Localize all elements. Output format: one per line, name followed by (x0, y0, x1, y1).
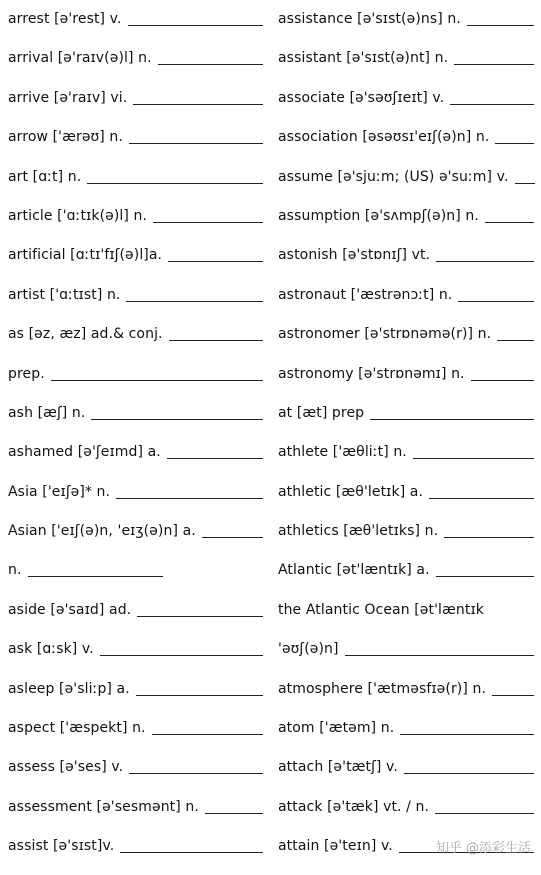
vocab-word: 'əʊʃ(ə)n] (278, 641, 339, 658)
vocab-entry (8, 323, 263, 362)
answer-blank[interactable] (492, 678, 534, 696)
vocab-entry (8, 87, 263, 126)
vocab-word: Asian ['eɪʃ(ə)n, 'eɪʒ(ə)n] a. (8, 523, 196, 540)
vocab-entry (278, 402, 534, 441)
vocab-entry (8, 559, 263, 598)
vocab-entry (278, 166, 534, 205)
vocab-entry (8, 520, 263, 559)
vocab-word: athletic [æθ'letɪk] a. (278, 483, 424, 500)
vocab-word: n. (8, 562, 22, 579)
answer-blank[interactable] (169, 323, 263, 341)
left-column (8, 8, 263, 875)
vocab-word: attack [ə'tæk] vt. / n. (278, 798, 430, 815)
vocab-entry (8, 166, 263, 205)
vocab-entry (8, 756, 263, 795)
vocab-word: assistant [ə'sɪst(ə)nt] n. (278, 50, 449, 67)
answer-blank[interactable] (28, 559, 163, 577)
right-column (278, 8, 534, 875)
answer-blank[interactable] (129, 756, 263, 774)
answer-blank[interactable] (404, 756, 534, 774)
answer-blank[interactable] (128, 8, 263, 26)
vocab-word: associate [ə'səʊʃɪeɪt] v. (278, 89, 445, 106)
answer-blank[interactable] (429, 481, 534, 499)
answer-blank[interactable] (87, 166, 263, 184)
vocab-entry (278, 520, 534, 559)
vocab-entry (278, 363, 534, 402)
answer-blank[interactable] (436, 244, 534, 262)
vocab-entry (278, 8, 534, 47)
vocab-entry (8, 835, 263, 874)
vocab-word: article ['ɑːtɪk(ə)l] n. (8, 207, 148, 224)
vocab-entry (8, 796, 263, 835)
vocab-word: astronomy [ə'strɒnəmɪ] n. (278, 365, 465, 382)
answer-blank[interactable] (450, 87, 534, 105)
vocab-word: ask [ɑːsk] v. (8, 641, 94, 658)
answer-blank[interactable] (497, 323, 534, 341)
vocab-word: athletics [æθ'letɪks] n. (278, 523, 439, 540)
vocab-entry (278, 126, 534, 165)
vocab-word: aspect ['æspekt] n. (8, 720, 146, 737)
vocab-entry (278, 244, 534, 283)
answer-blank[interactable] (153, 205, 263, 223)
vocab-word: attain [ə'teɪn] v. (278, 838, 393, 855)
vocab-word: assumption [ə'sʌmpʃ(ə)n] n. (278, 207, 479, 224)
vocab-word: artificial [ɑːtɪ'fɪʃ(ə)l]a. (8, 247, 163, 264)
vocab-word: arrest [ə'rest] v. (8, 11, 122, 27)
vocab-entry (278, 559, 534, 598)
vocab-word: as [əz, æz] ad.& conj. (8, 326, 163, 343)
vocab-word: athlete ['æθliːt] n. (278, 444, 407, 461)
vocab-entry (8, 205, 263, 244)
vocab-entry (278, 481, 534, 520)
vocab-entry (8, 441, 263, 480)
vocab-entry (278, 599, 534, 638)
vocab-word: Asia ['eɪʃə]* n. (8, 483, 111, 500)
vocab-entry (8, 363, 263, 402)
vocab-word: art [ɑːt] n. (8, 168, 82, 185)
vocab-word: at [æt] prep (278, 404, 365, 421)
vocab-entry (278, 796, 534, 835)
vocab-word: astronomer [ə'strɒnəmə(r)] n. (278, 326, 492, 343)
answer-blank[interactable] (152, 717, 263, 735)
vocab-entry (8, 8, 263, 47)
vocab-word: arrival [ə'raɪv(ə)l] n. (8, 50, 152, 67)
vocab-entry (8, 599, 263, 638)
answer-blank[interactable] (454, 47, 534, 65)
vocab-word: artist ['ɑːtɪst] n. (8, 286, 121, 303)
vocab-word: association [əsəʊsɪ'eɪʃ(ə)n] n. (278, 129, 490, 146)
vocab-entry (8, 678, 263, 717)
vocab-word: arrow ['ærəʊ] n. (8, 129, 123, 146)
answer-blank[interactable] (129, 126, 263, 144)
vocab-word: ash [æʃ] n. (8, 404, 86, 421)
vocab-entry (278, 323, 534, 362)
answer-blank[interactable] (91, 402, 263, 420)
vocab-word: the Atlantic Ocean [ət'læntɪk (278, 601, 484, 618)
vocab-entry (278, 284, 534, 323)
vocab-entry (8, 244, 263, 283)
answer-blank[interactable] (100, 638, 263, 656)
vocab-entry (8, 284, 263, 323)
vocab-entry (278, 678, 534, 717)
answer-blank[interactable] (345, 638, 534, 656)
answer-blank[interactable] (515, 166, 535, 184)
answer-blank[interactable] (126, 284, 263, 302)
vocab-word: assist [ə'sɪst]v. (8, 838, 115, 855)
vocab-entry (8, 126, 263, 165)
vocab-word: aside [ə'saɪd] ad. (8, 601, 132, 618)
vocab-entry (278, 47, 534, 86)
answer-blank[interactable] (413, 441, 534, 459)
answer-blank[interactable] (137, 599, 263, 617)
answer-blank[interactable] (444, 520, 534, 538)
vocab-entry (278, 87, 534, 126)
vocab-word: astronaut ['æstrənɔːt] n. (278, 286, 453, 303)
vocab-entry (8, 402, 263, 441)
answer-blank[interactable] (400, 717, 534, 735)
answer-blank[interactable] (458, 284, 534, 302)
answer-blank[interactable] (116, 481, 263, 499)
vocab-word: attach [ə'tætʃ] v. (278, 759, 398, 776)
answer-blank[interactable] (202, 520, 263, 538)
answer-blank[interactable] (133, 87, 263, 105)
answer-blank[interactable] (205, 796, 263, 814)
vocab-word: ashamed [ə'ʃeɪmd] a. (8, 444, 161, 461)
answer-blank[interactable] (167, 441, 263, 459)
vocab-word: Atlantic [ət'læntɪk] a. (278, 562, 430, 579)
vocab-word: arrive [ə'raɪv] vi. (8, 89, 128, 106)
vocab-word: atmosphere ['ætməsfɪə(r)] n. (278, 680, 487, 697)
vocab-word: astonish [ə'stɒnɪʃ] vt. (278, 247, 431, 264)
vocab-entry (278, 717, 534, 756)
vocab-entry (278, 638, 534, 677)
vocab-entry (278, 756, 534, 795)
vocab-entry (8, 481, 263, 520)
vocab-word: assistance [ə'sɪst(ə)ns] n. (278, 11, 461, 27)
answer-blank[interactable] (136, 678, 263, 696)
vocab-entry (278, 441, 534, 480)
vocab-word: assess [ə'ses] v. (8, 759, 124, 776)
answer-blank[interactable] (158, 47, 263, 65)
answer-blank[interactable] (471, 363, 534, 381)
vocab-word: atom ['ætəm] n. (278, 720, 395, 737)
vocab-word: assessment [ə'sesmənt] n. (8, 798, 199, 815)
answer-blank[interactable] (51, 363, 263, 381)
answer-blank[interactable] (120, 835, 263, 853)
vocab-entry (8, 47, 263, 86)
watermark: 知乎 @添彩生活 (435, 841, 531, 856)
answer-blank[interactable] (467, 8, 534, 26)
vocab-entry (278, 205, 534, 244)
vocab-word: prep. (8, 365, 45, 382)
vocab-entry (8, 638, 263, 677)
answer-blank[interactable] (495, 126, 534, 144)
vocab-word: assume [ə'sjuːm; (US) ə'suːm] v. (278, 168, 509, 185)
answer-blank[interactable] (168, 244, 263, 262)
answer-blank[interactable] (436, 559, 534, 577)
answer-blank[interactable] (435, 796, 534, 814)
vocab-entry (8, 717, 263, 756)
answer-blank[interactable] (370, 402, 534, 420)
vocab-word: asleep [ə'sliːp] a. (8, 680, 130, 697)
answer-blank[interactable] (485, 205, 534, 223)
